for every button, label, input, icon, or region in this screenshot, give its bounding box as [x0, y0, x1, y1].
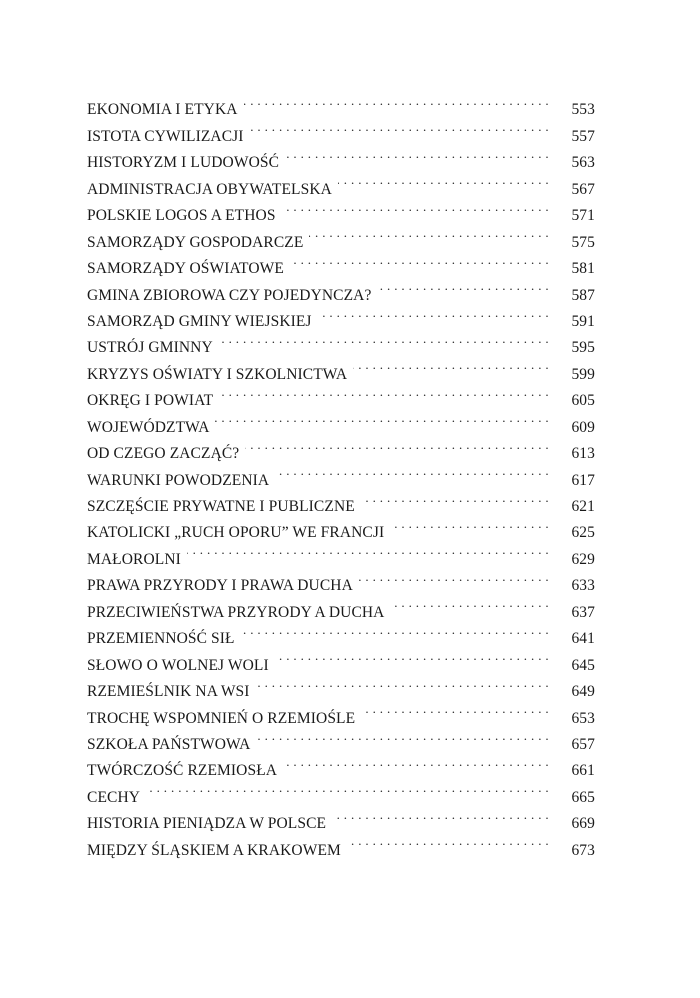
toc-entry-page-number: 613	[571, 445, 595, 463]
dot-leader	[353, 352, 549, 378]
toc-entry-title: KRYZYS OŚWIATY I SZKOLNICTWA	[87, 362, 353, 388]
dot-leader	[290, 247, 549, 273]
dot-leader	[377, 273, 549, 299]
dot-leader	[244, 88, 549, 114]
toc-entry-page-number: 625	[571, 524, 595, 542]
dot-leader	[332, 802, 549, 828]
toc-entry[interactable]	[87, 88, 595, 119]
toc-entry-page-number: 641	[571, 630, 595, 648]
toc-entry-page-number: 621	[571, 498, 595, 515]
toc-entry-title: PRAWA PRZYRODY I PRAWA DUCHA	[87, 573, 359, 599]
dot-leader	[309, 220, 549, 246]
toc-entry-page-number: 595	[571, 339, 595, 357]
dot-leader	[361, 696, 549, 722]
toc-entry-title: WOJEWÓDZTWA	[87, 415, 215, 441]
toc-entry-title: RZEMIEŚLNIK NA WSI	[87, 679, 256, 705]
dot-leader	[390, 590, 549, 616]
toc-entry-title: USTRÓJ GMINNY	[87, 335, 219, 361]
dot-leader	[245, 432, 549, 458]
dot-leader	[285, 141, 549, 167]
toc-entry-title: OD CZEGO ZACZĄĆ?	[87, 441, 245, 467]
dot-leader	[250, 114, 549, 140]
toc-entry-title: CECHY	[87, 785, 146, 811]
toc-entry-title: HISTORYZM I LUDOWOŚĆ	[87, 150, 285, 176]
toc-entry-page-number: 637	[571, 603, 595, 621]
toc-entry-title: SZKOŁA PAŃSTWOWA	[87, 732, 256, 758]
toc-entry-page-number: 575	[571, 233, 595, 251]
toc-entry-title: SZCZĘŚCIE PRYWATNE I PUBLICZNE	[87, 494, 361, 520]
toc-entry-title: SAMORZĄD GMINY WIEJSKIEJ	[87, 309, 318, 335]
toc-entry-title: ADMINISTRACJA OBYWATELSKA	[87, 177, 338, 203]
dot-leader	[256, 670, 549, 696]
toc-entry-title: EKONOMIA I ETYKA	[87, 97, 244, 123]
table-of-contents	[87, 88, 595, 859]
toc-entry-title: WARUNKI POWODZENIA	[87, 468, 275, 494]
toc-entry-title: MIĘDZY ŚLĄSKIEM A KRAKOWEM	[87, 838, 347, 864]
toc-entry-page-number: 665	[571, 788, 595, 806]
toc-entry-page-number: 605	[571, 392, 595, 410]
toc-entry-page-number: 591	[571, 312, 595, 330]
toc-entry-title: GMINA ZBIOROWA CZY POJEDYNCZA?	[87, 283, 377, 309]
toc-entry-page-number: 669	[571, 815, 595, 833]
dot-leader	[359, 564, 549, 590]
toc-entry-page-number: 553	[571, 101, 595, 119]
toc-entry-page-number: 581	[571, 260, 595, 278]
toc-entry-title: POLSKIE LOGOS A ETHOS	[87, 203, 282, 229]
toc-entry-page-number: 571	[571, 207, 595, 225]
toc-entry-page-number: 587	[571, 286, 595, 304]
toc-entry-page-number: 629	[571, 550, 595, 568]
toc-entry-title: TROCHĘ WSPOMNIEŃ O RZEMIOŚLE	[87, 706, 361, 732]
toc-entry-title: SAMORZĄDY OŚWIATOWE	[87, 256, 290, 282]
toc-entry[interactable]	[87, 802, 595, 833]
toc-entry-title: SŁOWO O WOLNEJ WOLI	[87, 653, 275, 679]
toc-entry-page-number: 649	[571, 683, 595, 701]
toc-entry-page-number: 653	[571, 709, 595, 727]
toc-entry-page-number: 661	[571, 762, 595, 780]
toc-entry-page-number: 557	[571, 127, 595, 145]
dot-leader	[275, 643, 549, 669]
toc-entry-title: PRZEMIENNOŚĆ SIŁ	[87, 626, 241, 652]
toc-entry-page-number: 657	[571, 735, 595, 753]
toc-entry-page-number: 673	[571, 841, 595, 859]
toc-entry-page-number: 645	[571, 656, 595, 674]
dot-leader	[283, 749, 549, 775]
toc-entry-page-number: 563	[571, 154, 595, 172]
toc-entry-page-number: 609	[571, 418, 595, 436]
toc-entry-title: ISTOTA CYWILIZACJI	[87, 124, 250, 150]
toc-entry-title: KATOLICKI „RUCH OPORU” WE FRANCJI	[87, 520, 390, 546]
toc-entry-page-number: 599	[571, 365, 595, 383]
toc-entry-page-number: 617	[571, 471, 595, 489]
toc-entry-title: PRZECIWIEŃSTWA PRZYRODY A DUCHA	[87, 600, 390, 626]
dot-leader	[361, 485, 549, 511]
dot-leader	[215, 405, 549, 431]
toc-entry-title: TWÓRCZOŚĆ RZEMIOSŁA	[87, 758, 283, 784]
dot-leader	[275, 458, 549, 484]
toc-entry-page-number: 567	[571, 180, 595, 198]
dot-leader	[390, 511, 549, 537]
toc-entry-title: HISTORIA PIENIĄDZA W POLSCE	[87, 811, 332, 837]
dot-leader	[347, 828, 549, 854]
toc-entry-page-number: 633	[571, 577, 595, 595]
toc-entry-title: OKRĘG I POWIAT	[87, 388, 219, 414]
toc-entry-title: MAŁOROLNI	[87, 547, 187, 573]
toc-entry-title: SAMORZĄDY GOSPODARCZE	[87, 230, 309, 256]
dot-leader	[338, 167, 549, 193]
